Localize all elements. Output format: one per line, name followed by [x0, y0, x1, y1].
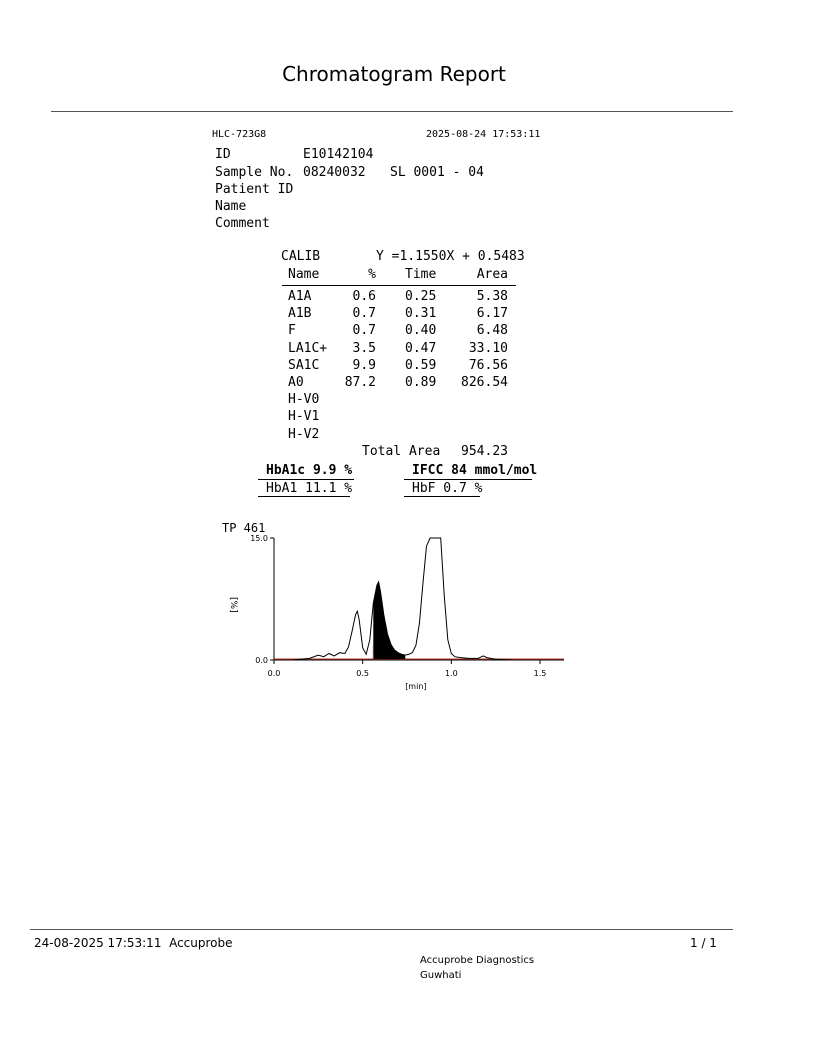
hba1c-result: HbA1c 9.9 % [266, 463, 353, 478]
cell-area: 6.48 [476, 323, 508, 338]
col-header-pct: % [368, 267, 376, 282]
cell-time: 0.47 [405, 341, 437, 356]
total-area-value: 954.23 [461, 444, 508, 459]
table-header-underline [282, 285, 516, 286]
total-area-label: Total Area [362, 444, 441, 459]
footer-timestamp: 24-08-2025 17:53:11 Accuprobe [34, 936, 233, 950]
report-datetime: 2025-08-24 17:53:11 [426, 129, 541, 140]
comment-label: Comment [215, 216, 270, 231]
cell-time: 0.25 [405, 289, 437, 304]
name-label: Name [215, 199, 247, 214]
cell-area: 826.54 [461, 375, 508, 390]
ifcc-result: IFCC 84 mmol/mol [412, 463, 538, 478]
cell-name: A0 [288, 375, 304, 390]
col-header-name: Name [288, 267, 320, 282]
chromatogram-chart [215, 515, 575, 695]
x-tick-label: 1.5 [533, 669, 547, 678]
hbf-underline [404, 496, 480, 497]
x-axis-label: [min] [405, 682, 427, 691]
footer-divider [30, 929, 733, 930]
cell-time: 0.40 [405, 323, 437, 338]
ifcc-underline [404, 479, 532, 480]
id-label: ID [215, 147, 231, 162]
calib-equation: Y =1.1550X + 0.5483 [376, 249, 525, 264]
cell-name: A1B [288, 306, 312, 321]
page-number: 1 / 1 [690, 936, 717, 950]
report-title: Chromatogram Report [282, 62, 506, 86]
hba1-underline [258, 496, 350, 497]
cell-pct: 0.7 [352, 323, 376, 338]
hba1c-underline [258, 479, 354, 480]
sample-no-label: Sample No. [215, 165, 294, 180]
cell-name: H-V2 [288, 427, 320, 442]
cell-area: 76.56 [468, 358, 508, 373]
id-value: E10142104 [303, 147, 374, 162]
lab-name: Accuprobe Diagnostics [420, 955, 535, 966]
cell-pct: 9.9 [352, 358, 376, 373]
cell-area: 33.10 [468, 341, 508, 356]
y-tick-label: 0.0 [255, 656, 268, 665]
instrument-model: HLC-723G8 [212, 129, 267, 140]
cell-area: 6.17 [476, 306, 508, 321]
cell-time: 0.89 [405, 375, 437, 390]
cell-name: H-V1 [288, 409, 320, 424]
cell-pct: 87.2 [344, 375, 376, 390]
y-tick-label: 15.0 [250, 534, 268, 543]
cell-name: H-V0 [288, 392, 320, 407]
cell-name: F [288, 323, 296, 338]
cell-name: LA1C+ [288, 341, 328, 356]
cell-area: 5.38 [476, 289, 508, 304]
x-tick-label: 0.0 [267, 669, 281, 678]
sl-value: SL 0001 - 04 [390, 165, 484, 180]
shaded-peak [373, 582, 405, 659]
col-header-time: Time [405, 267, 437, 282]
cell-pct: 0.7 [352, 306, 376, 321]
cell-time: 0.31 [405, 306, 437, 321]
header-divider [51, 111, 733, 112]
calib-label: CALIB [281, 249, 321, 264]
cell-name: A1A [288, 289, 312, 304]
chart-title: TP 461 [222, 521, 266, 535]
series-line [274, 538, 531, 660]
x-tick-label: 0.5 [356, 669, 370, 678]
sample-no-value: 08240032 [303, 165, 366, 180]
cell-pct: 3.5 [352, 341, 376, 356]
col-header-area: Area [476, 267, 508, 282]
cell-pct: 0.6 [352, 289, 376, 304]
lab-city: Guwhati [420, 970, 462, 981]
hba1-result: HbA1 11.1 % [266, 481, 353, 496]
y-axis-label: [%] [228, 597, 238, 613]
hbf-result: HbF 0.7 % [412, 481, 483, 496]
cell-name: SA1C [288, 358, 320, 373]
patient-id-label: Patient ID [215, 182, 294, 197]
cell-time: 0.59 [405, 358, 437, 373]
x-tick-label: 1.0 [444, 669, 458, 678]
